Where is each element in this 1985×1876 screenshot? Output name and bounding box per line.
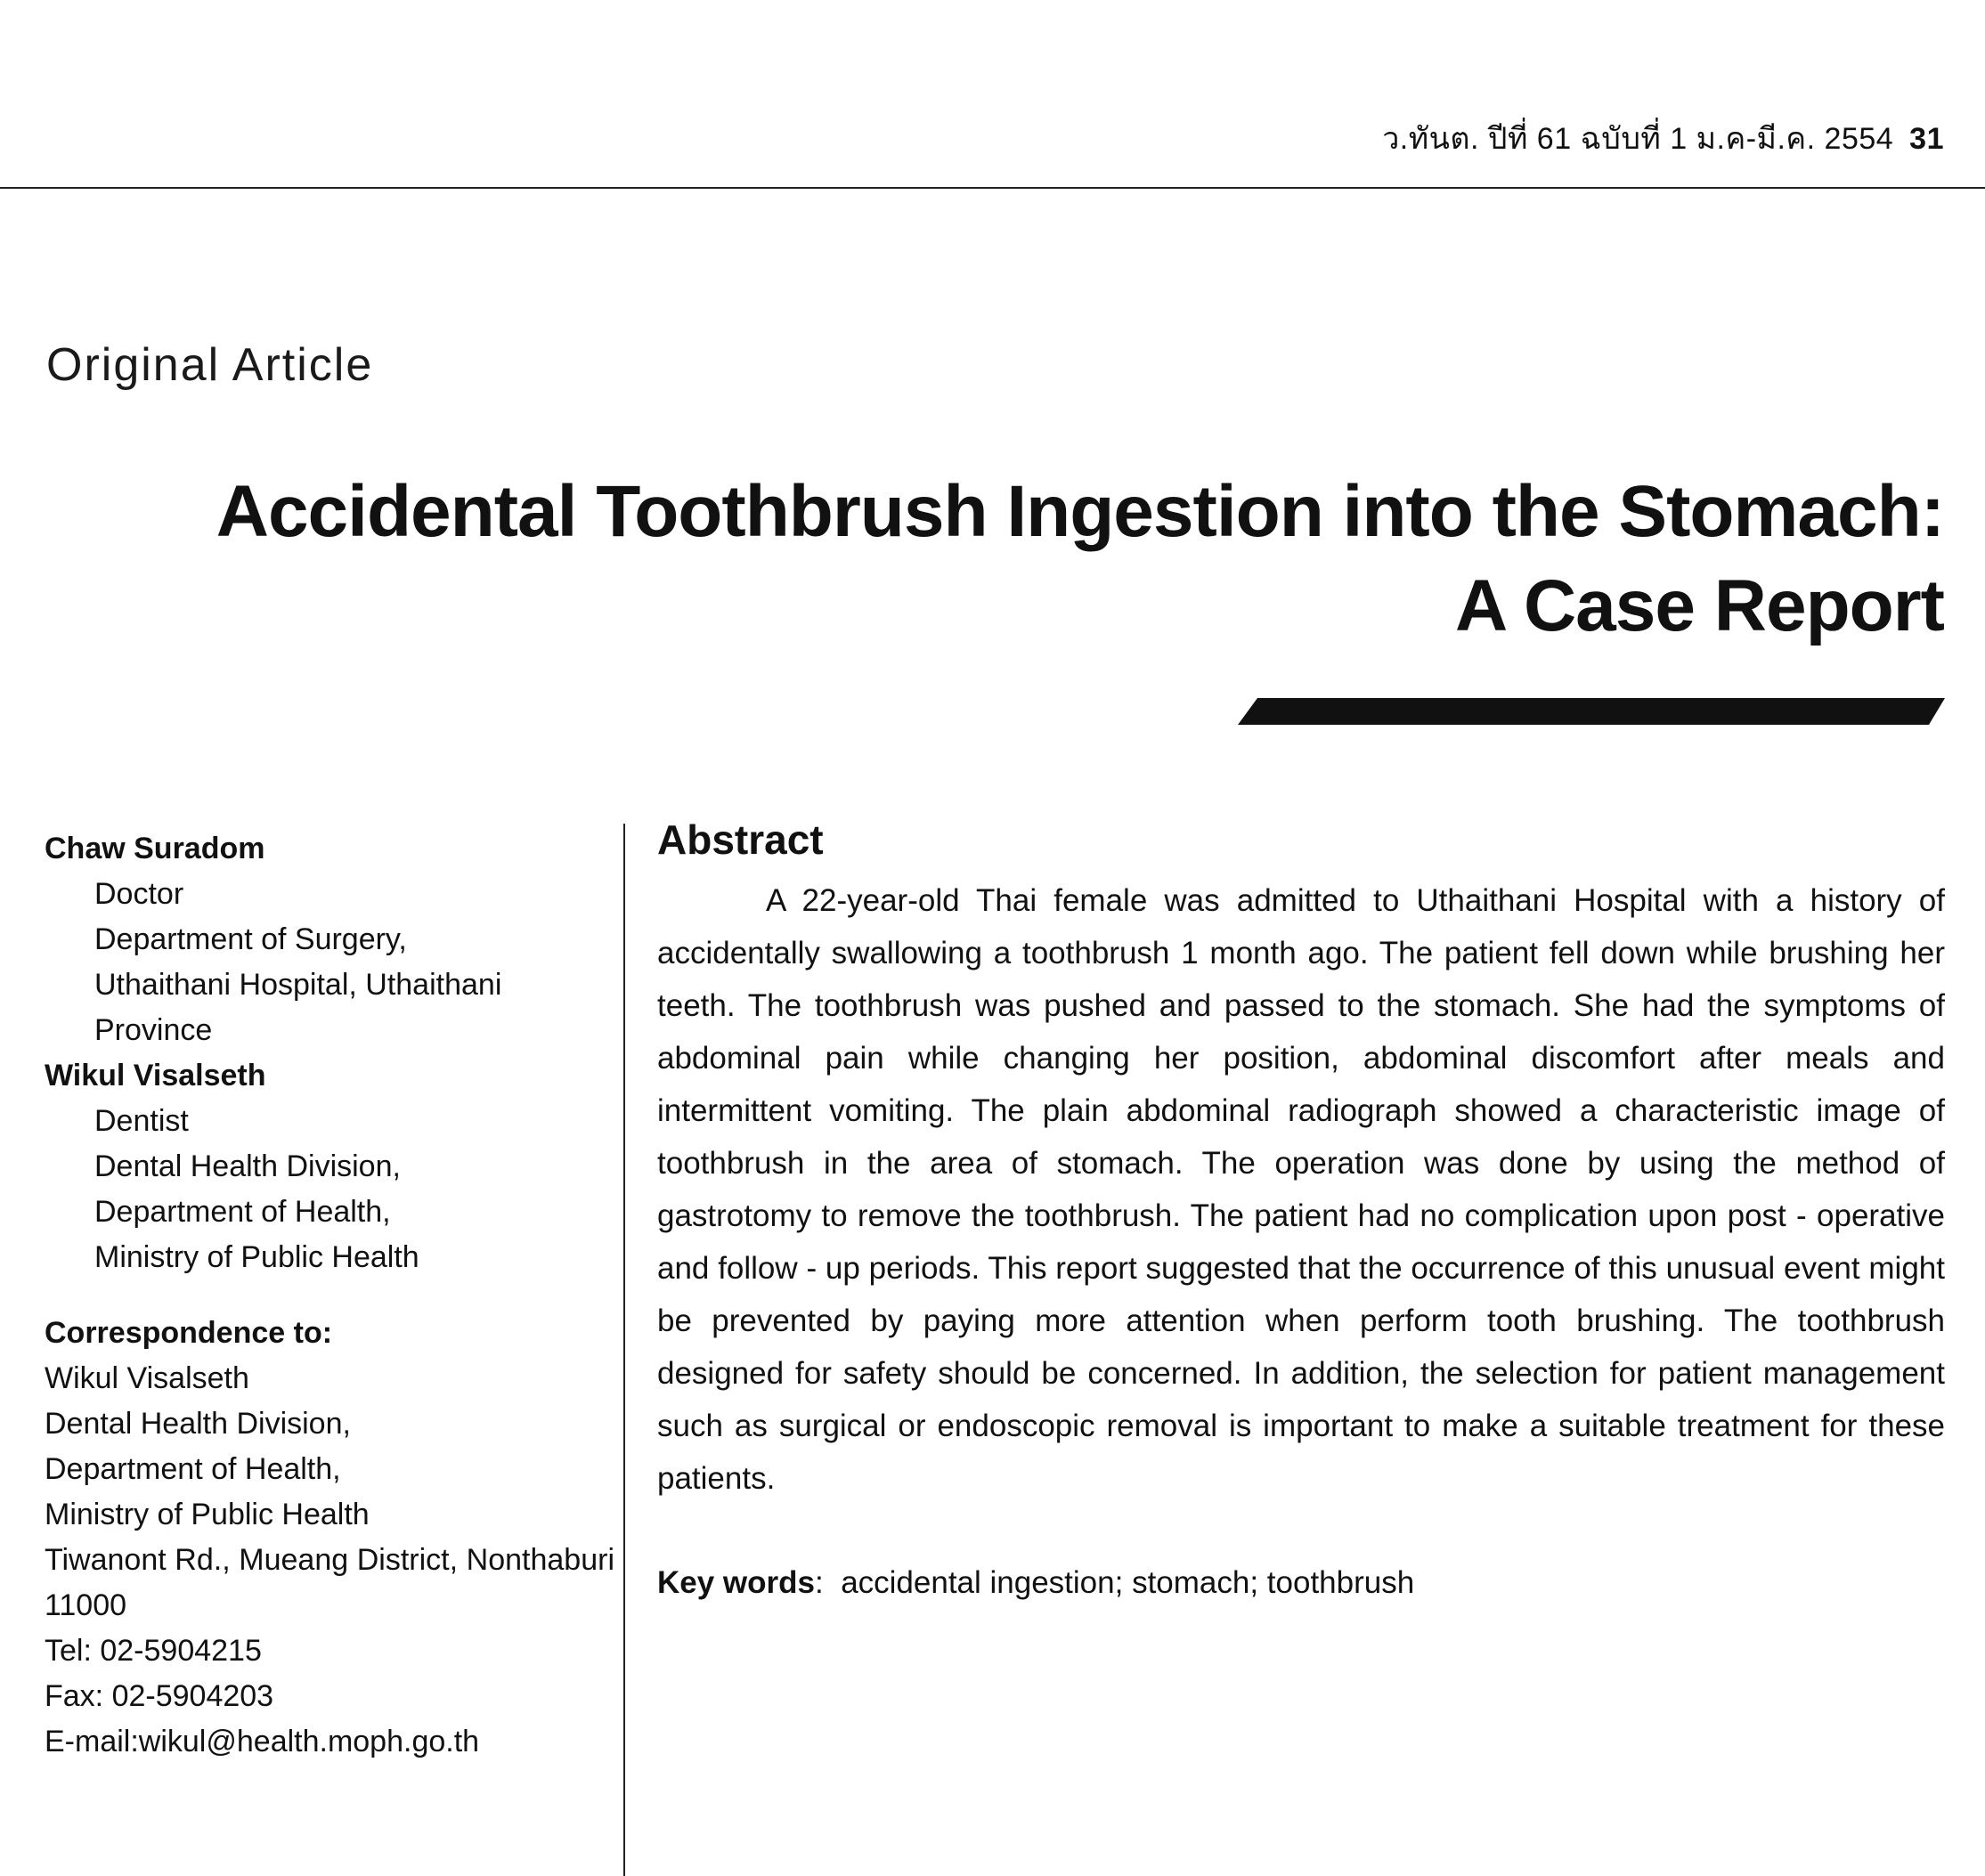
author-name: Wikul Visalseth [45, 1059, 266, 1092]
correspondence-email: E-mail:wikul@health.moph.go.th [45, 1725, 480, 1758]
author-division: Dental Health Division, [94, 1149, 401, 1183]
article-title [207, 465, 1944, 654]
keywords [657, 1556, 1945, 1609]
author-role: Doctor [94, 877, 184, 911]
keywords-text: accidental ingestion; stomach; toothbrush [841, 1565, 1415, 1600]
column-divider [623, 824, 625, 1876]
journal-info: ว.ทันต. ปีที่ 61 ฉบับที่ 1 ม.ค-มี.ค. 2554 [1382, 122, 1894, 156]
author-department: Department of Surgery, [94, 922, 407, 956]
author-column [45, 826, 614, 1765]
correspondence-block [45, 1311, 614, 1765]
abstract-heading: Abstract [657, 816, 824, 863]
author-ministry: Ministry of Public Health [94, 1240, 419, 1274]
correspondence-line: Dental Health Division, [45, 1407, 351, 1441]
author-role: Dentist [94, 1104, 189, 1138]
correspondence-line: Wikul Visalseth [45, 1361, 249, 1395]
title-line-2: A Case Report [1455, 565, 1944, 646]
author-name: Chaw Suradom [45, 832, 265, 865]
author-department: Department of Health, [94, 1195, 391, 1229]
header-rule [0, 187, 1985, 189]
correspondence-tel: Tel: 02-5904215 [45, 1634, 262, 1668]
title-line-1: Accidental Toothbrush Ingestion into the Stomach: [216, 471, 1944, 552]
author-block [45, 1053, 614, 1280]
running-header [1382, 114, 1944, 162]
correspondence-fax: Fax: 02-5904203 [45, 1679, 274, 1713]
correspondence-line: Ministry of Public Health [45, 1498, 370, 1531]
author-block [45, 826, 614, 1053]
correspondence-address: Tiwanont Rd., Mueang District, Nonthaburi [45, 1543, 614, 1577]
correspondence-heading: Correspondence to: [45, 1316, 333, 1350]
author-affiliation: Uthaithani Hospital, Uthaithani Province [94, 968, 502, 1047]
correspondence-line: Department of Health, [45, 1452, 341, 1486]
abstract-text: A 22-year-old Thai female was admitted to Uthaithani Hospital with a history of accidentally swallowing a toothbrush 1 month ago. The patient fell down while brushing her teeth. The toothbrush was pushed and passed to the stomach. She had the symptoms of abdominal pain while changing her position, abdominal discomfort after meals and intermittent vomiting. The plain abdominal radiograph showed a characteristic image of toothbrush in the area of stomach. The operation was done by using the method of gastrotomy to remove the toothbrush. The patient had no complication upon post - operative and follow - up periods. This report suggested that the occurrence of this unusual event might be prevented by paying more attention when perform tooth brushing. The toothbrush designed for safety should be concerned. In addition, the selection for patient management such as surgical or endoscopic removal is important to make a suitable treatment for these patients. [657, 883, 1945, 1496]
page-number: 31 [1909, 122, 1944, 156]
correspondence-postcode: 11000 [45, 1588, 127, 1622]
article-type: Original Article [46, 339, 374, 391]
keywords-label: Key words [657, 1565, 815, 1600]
keywords-separator: : [815, 1565, 824, 1600]
